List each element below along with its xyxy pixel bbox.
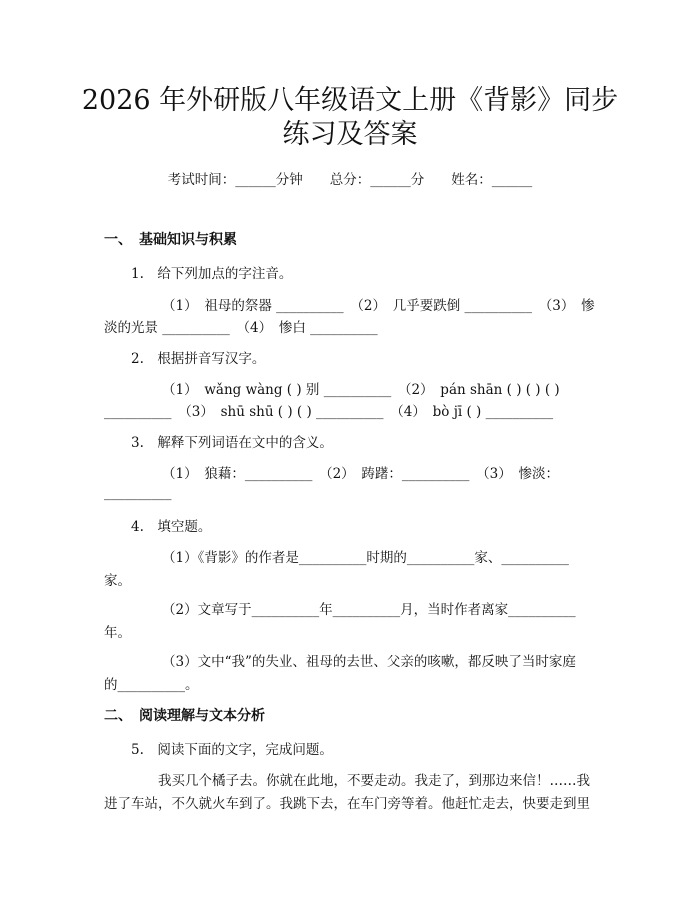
exam-meta-info: 考试时间：______分钟 总分：______分 姓名：______ xyxy=(167,172,533,188)
question-4-part-2-line-2: 年。 xyxy=(104,625,131,641)
question-4-part-1-line-2: 家。 xyxy=(104,573,131,589)
question-4-part-3-line-1: （3）文中“我”的失业、祖母的去世、父亲的咳嗽，都反映了当时家庭 xyxy=(162,654,576,670)
passage-line-2: 进了车站，不久就火车到了。我跳下去，在车门旁等着。他赶忙走去，快要走到里 xyxy=(104,796,590,812)
question-4-stem: 4. 填空题。 xyxy=(131,519,212,535)
question-4-part-1-line-1: （1）《背影》的作者是__________时期的__________家、__________ xyxy=(162,550,569,566)
question-4-part-3-line-2: 的__________。 xyxy=(104,677,199,693)
document-title-line-1: 2026 年外研版八年级语文上册《背影》同步 xyxy=(81,85,619,116)
question-2-stem: 2. 根据拼音写汉字。 xyxy=(131,351,266,367)
question-1-line-1: （1） 祖母的祭器 __________ （2） 几乎要跌倒 __________ （3） 惨 xyxy=(162,298,595,314)
question-3-line-1: （1） 狼藉：__________ （2） 踌躇：__________ （3） 惨淡： xyxy=(162,466,560,482)
question-2-line-1: （1） wǎng wàng ( ) 别 __________ （2） pán shān ( ) ( ) ( ) xyxy=(162,382,560,398)
document-title-line-2: 练习及答案 xyxy=(282,119,418,150)
section-2-heading: 二、 阅读理解与文本分析 xyxy=(104,708,265,724)
question-1-line-2: 淡的光景 __________ （4） 惨白 __________ xyxy=(104,320,378,336)
question-3-line-2: __________ xyxy=(104,485,172,501)
question-2-line-2: __________ （3） shū shū ( ) ( ) __________ （4） bò jī ( ) __________ xyxy=(104,404,554,420)
question-1-stem: 1. 给下列加点的字注音。 xyxy=(131,266,293,282)
question-3-stem: 3. 解释下列词语在文中的含义。 xyxy=(131,435,333,451)
section-1-heading: 一、 基础知识与积累 xyxy=(104,232,237,248)
passage-line-1: 我买几个橘子去。你就在此地，不要走动。我走了，到那边来信！……我 xyxy=(158,773,590,789)
question-4-part-2-line-1: （2）文章写于__________年__________月，当时作者离家__________ xyxy=(162,602,576,618)
question-5-stem: 5. 阅读下面的文字，完成问题。 xyxy=(131,742,333,758)
